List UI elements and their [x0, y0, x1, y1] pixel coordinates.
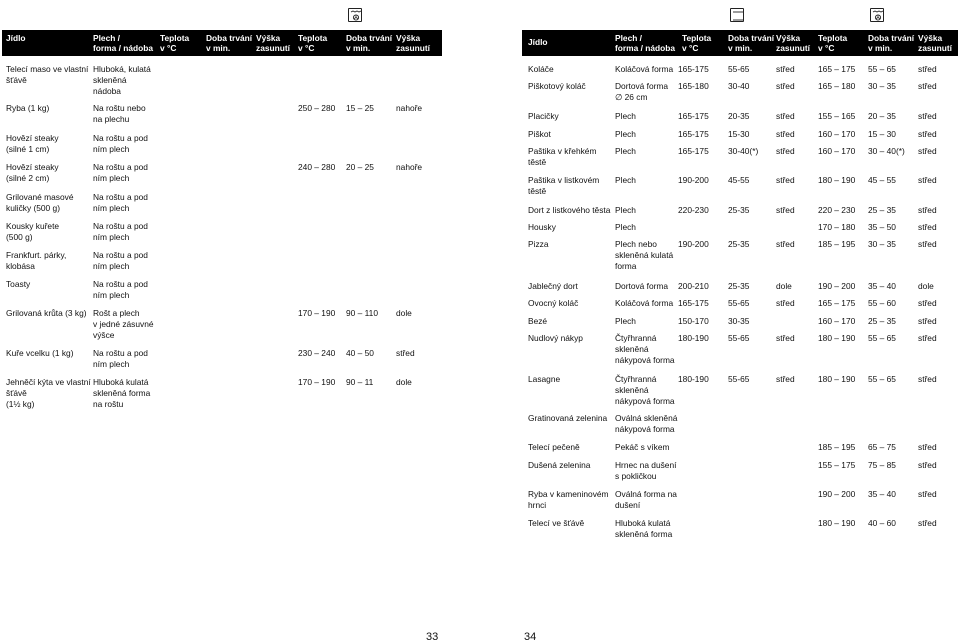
- page-number: 34: [524, 631, 537, 643]
- temp-1: 200-210: [678, 281, 709, 291]
- level-2: střed: [918, 205, 937, 215]
- temp-1: 190-200: [678, 175, 709, 185]
- dish-type: Koláčová forma: [615, 298, 674, 308]
- grill-fan-icon: [348, 8, 362, 22]
- temp-2: 170 – 190: [298, 377, 336, 387]
- dish-name: Toasty: [6, 279, 31, 289]
- temp-2: 250 – 280: [298, 103, 336, 113]
- time-1: 30-40: [728, 81, 750, 91]
- temp-2: 170 – 190: [298, 308, 336, 318]
- dish-name: Telecí ve šťávě: [528, 518, 585, 528]
- time-1: 55-65: [728, 298, 750, 308]
- level-1: střed: [776, 81, 795, 91]
- grill-fan-icon: [870, 8, 884, 22]
- col-vyska-2: Výška zasunutí: [918, 33, 952, 54]
- time-1: 45-55: [728, 175, 750, 185]
- dish-name: Pizza: [528, 239, 549, 249]
- time-2: 20 – 35: [868, 111, 896, 121]
- dish-type: Na roštu a pod ním plech: [93, 192, 148, 213]
- temp-2: 160 – 170: [818, 316, 856, 326]
- level-1: dole: [776, 281, 792, 291]
- temp-2: 180 – 190: [818, 175, 856, 185]
- time-2: 35 – 50: [868, 222, 896, 232]
- dish-type: Plech: [615, 129, 636, 139]
- dish-type: Na roštu a pod ním plech: [93, 250, 148, 271]
- level-1: střed: [776, 239, 795, 249]
- time-1: 15-30: [728, 129, 750, 139]
- dish-type: Čtyřhranná skleněná nákypová forma: [615, 374, 675, 406]
- level-1: střed: [776, 175, 795, 185]
- col-doba-2: Doba trvání v min.: [346, 33, 393, 54]
- time-2: 55 – 60: [868, 298, 896, 308]
- level-1: střed: [776, 64, 795, 74]
- temp-2: 180 – 190: [818, 333, 856, 343]
- temp-1: 165-180: [678, 81, 709, 91]
- temp-2: 230 – 240: [298, 348, 336, 358]
- time-2: 30 – 35: [868, 239, 896, 249]
- dish-name: Kousky kuřete (500 g): [6, 221, 60, 242]
- dish-type: Hluboká kulatá skleněná forma na roštu: [93, 377, 151, 409]
- temp-1: 165-175: [678, 298, 709, 308]
- time-2: 90 – 110: [346, 308, 378, 318]
- level-2: střed: [918, 442, 937, 452]
- time-1: 25-35: [728, 239, 750, 249]
- level-2: střed: [918, 316, 937, 326]
- temp-1: 220-230: [678, 205, 709, 215]
- dish-type: Plech: [615, 205, 636, 215]
- level-2: střed: [396, 348, 415, 358]
- level-2: dole: [396, 377, 412, 387]
- time-1: 20-35: [728, 111, 750, 121]
- dish-name: Housky: [528, 222, 556, 232]
- col-vyska-1: Výška zasunutí: [776, 33, 810, 54]
- dish-name: Ryba (1 kg): [6, 103, 50, 113]
- dish-type: Oválná forma na dušení: [615, 489, 677, 510]
- col-vyska-2: Výška zasunutí: [396, 33, 430, 54]
- dish-name: Grilovaná krůta (3 kg): [6, 308, 87, 318]
- dish-type: Oválná skleněná nákypová forma: [615, 413, 678, 434]
- level-2: střed: [918, 111, 937, 121]
- dish-name: Paštika v listkovém těstě: [528, 175, 600, 196]
- temp-1: 180-190: [678, 374, 709, 384]
- temp-2: 170 – 180: [818, 222, 856, 232]
- temp-1: 150-170: [678, 316, 709, 326]
- level-2: nahoře: [396, 103, 423, 113]
- time-2: 25 – 35: [868, 205, 896, 215]
- time-1: 30-35: [728, 316, 750, 326]
- level-2: střed: [918, 129, 937, 139]
- dish-name: Telecí maso ve vlastní šťávě: [6, 64, 89, 85]
- dish-name: Dort z listkového těsta: [528, 205, 611, 215]
- dish-name: Kuře vcelku (1 kg): [6, 348, 74, 358]
- level-2: dole: [918, 281, 934, 291]
- col-jidlo: Jídlo: [528, 37, 548, 47]
- col-doba-2: Doba trvání v min.: [868, 33, 915, 54]
- time-1: 55-65: [728, 64, 750, 74]
- col-teplota-1: Teplota v °C: [160, 33, 190, 54]
- time-1: 55-65: [728, 374, 750, 384]
- level-1: střed: [776, 205, 795, 215]
- temp-2: 180 – 190: [818, 374, 856, 384]
- dish-type: Hluboká, kulatá skleněná nádoba: [93, 64, 151, 96]
- temp-1: 165-175: [678, 111, 709, 121]
- temp-2: 180 – 190: [818, 518, 856, 528]
- dish-type: Koláčová forma: [615, 64, 674, 74]
- dish-name: Ryba v kameninovém hrnci: [528, 489, 609, 510]
- dish-type: Plech nebo skleněná kulatá forma: [615, 239, 674, 271]
- dish-type: Rošt a plech v jedné zásuvné výšce: [93, 308, 154, 340]
- dish-type: Plech: [615, 222, 636, 232]
- level-2: střed: [918, 239, 937, 249]
- temp-2: 165 – 180: [818, 81, 856, 91]
- dish-type: Hrnec na dušení s pokličkou: [615, 460, 677, 481]
- dish-type: Plech: [615, 146, 636, 156]
- temp-2: 240 – 280: [298, 162, 336, 172]
- time-2: 90 – 11: [346, 377, 374, 387]
- level-2: dole: [396, 308, 412, 318]
- time-1: 25-35: [728, 205, 750, 215]
- dish-name: Piškotový koláč: [528, 81, 586, 91]
- level-2: střed: [918, 374, 937, 384]
- dish-type: Dortová forma: [615, 281, 669, 291]
- dish-type: Čtyřhranná skleněná nákypová forma: [615, 333, 675, 365]
- dish-type: Na roštu a pod ním plech: [93, 348, 148, 369]
- dish-type: Na roštu a pod ním plech: [93, 279, 148, 300]
- level-2: střed: [918, 222, 937, 232]
- dish-name: Hovězí steaky (silné 2 cm): [6, 162, 59, 183]
- level-1: střed: [776, 111, 795, 121]
- time-2: 75 – 85: [868, 460, 896, 470]
- dish-name: Paštika v křehkém těstě: [528, 146, 597, 167]
- level-2: střed: [918, 175, 937, 185]
- temp-1: 165-175: [678, 64, 709, 74]
- dish-type: Plech: [615, 316, 636, 326]
- level-2: střed: [918, 489, 937, 499]
- top-bottom-heat-icon: [730, 8, 744, 22]
- level-2: střed: [918, 146, 937, 156]
- col-teplota-2: Teplota v °C: [298, 33, 328, 54]
- col-teplota-2: Teplota v °C: [818, 33, 848, 54]
- dish-name: Grilované masové kuličky (500 g): [6, 192, 74, 213]
- temp-2: 185 – 195: [818, 239, 856, 249]
- level-2: střed: [918, 81, 937, 91]
- time-2: 15 – 30: [868, 129, 896, 139]
- level-2: střed: [918, 333, 937, 343]
- time-2: 25 – 35: [868, 316, 896, 326]
- level-2: střed: [918, 518, 937, 528]
- temp-1: 180-190: [678, 333, 709, 343]
- time-1: 55-65: [728, 333, 750, 343]
- temp-2: 220 – 230: [818, 205, 856, 215]
- dish-type: Na roštu a pod ním plech: [93, 133, 148, 154]
- time-2: 35 – 40: [868, 489, 896, 499]
- dish-type: Dortová forma ∅ 26 cm: [615, 81, 669, 102]
- temp-1: 165-175: [678, 129, 709, 139]
- temp-2: 160 – 170: [818, 129, 856, 139]
- temp-1: 190-200: [678, 239, 709, 249]
- temp-2: 190 – 200: [818, 281, 856, 291]
- time-2: 55 – 65: [868, 64, 896, 74]
- level-2: střed: [918, 460, 937, 470]
- temp-2: 165 – 175: [818, 298, 856, 308]
- time-2: 30 – 35: [868, 81, 896, 91]
- time-2: 20 – 25: [346, 162, 374, 172]
- time-2: 40 – 60: [868, 518, 896, 528]
- temp-1: 165-175: [678, 146, 709, 156]
- dish-type: Plech: [615, 175, 636, 185]
- level-1: střed: [776, 333, 795, 343]
- dish-name: Piškot: [528, 129, 551, 139]
- temp-2: 160 – 170: [818, 146, 856, 156]
- dish-name: Gratinovaná zelenina: [528, 413, 608, 423]
- table-header: [2, 30, 442, 56]
- dish-name: Jablečný dort: [528, 281, 578, 291]
- level-2: nahoře: [396, 162, 423, 172]
- time-2: 45 – 55: [868, 175, 896, 185]
- dish-name: Hovězí steaky (silné 1 cm): [6, 133, 59, 154]
- col-jidlo: Jídlo: [6, 33, 26, 43]
- page-number: 33: [426, 631, 439, 643]
- level-1: střed: [776, 374, 795, 384]
- dish-type: Plech: [615, 111, 636, 121]
- dish-name: Frankfurt. párky, klobása: [6, 250, 67, 271]
- level-2: střed: [918, 298, 937, 308]
- time-2: 30 – 40(*): [868, 146, 905, 156]
- time-2: 35 – 40: [868, 281, 896, 291]
- time-1: 30-40(*): [728, 146, 759, 156]
- time-1: 25-35: [728, 281, 750, 291]
- dish-type: Pekáč s víkem: [615, 442, 670, 452]
- dish-name: Placičky: [528, 111, 559, 121]
- col-doba-1: Doba trvání v min.: [206, 33, 253, 54]
- dish-name: Nudlový nákyp: [528, 333, 583, 343]
- dish-name: Dušená zelenina: [528, 460, 591, 470]
- time-2: 15 – 25: [346, 103, 374, 113]
- temp-2: 155 – 165: [818, 111, 856, 121]
- col-doba-1: Doba trvání v min.: [728, 33, 775, 54]
- level-1: střed: [776, 298, 795, 308]
- time-2: 55 – 65: [868, 374, 896, 384]
- time-2: 40 – 50: [346, 348, 374, 358]
- level-2: střed: [918, 64, 937, 74]
- dish-name: Bezé: [528, 316, 548, 326]
- col-plech: Plech / forma / nádoba: [93, 33, 154, 54]
- dish-type: Na roštu nebo na plechu: [93, 103, 146, 124]
- temp-2: 165 – 175: [818, 64, 856, 74]
- dish-type: Hluboká kulatá skleněná forma: [615, 518, 673, 539]
- temp-2: 155 – 175: [818, 460, 856, 470]
- temp-2: 190 – 200: [818, 489, 856, 499]
- dish-type: Na roštu a pod ním plech: [93, 162, 148, 183]
- dish-name: Telecí pečeně: [528, 442, 580, 452]
- dish-type: Na roštu a pod ním plech: [93, 221, 148, 242]
- col-teplota-1: Teplota v °C: [682, 33, 712, 54]
- level-1: střed: [776, 129, 795, 139]
- time-2: 65 – 75: [868, 442, 896, 452]
- time-2: 55 – 65: [868, 333, 896, 343]
- dish-name: Koláče: [528, 64, 554, 74]
- table-header: [522, 30, 958, 56]
- dish-name: Lasagne: [528, 374, 561, 384]
- temp-2: 185 – 195: [818, 442, 856, 452]
- dish-name: Jehněčí kýta ve vlastní šťávě (1½ kg): [6, 377, 91, 409]
- col-vyska-1: Výška zasunutí: [256, 33, 290, 54]
- col-plech: Plech / forma / nádoba: [615, 33, 676, 54]
- level-1: střed: [776, 146, 795, 156]
- dish-name: Ovocný koláč: [528, 298, 579, 308]
